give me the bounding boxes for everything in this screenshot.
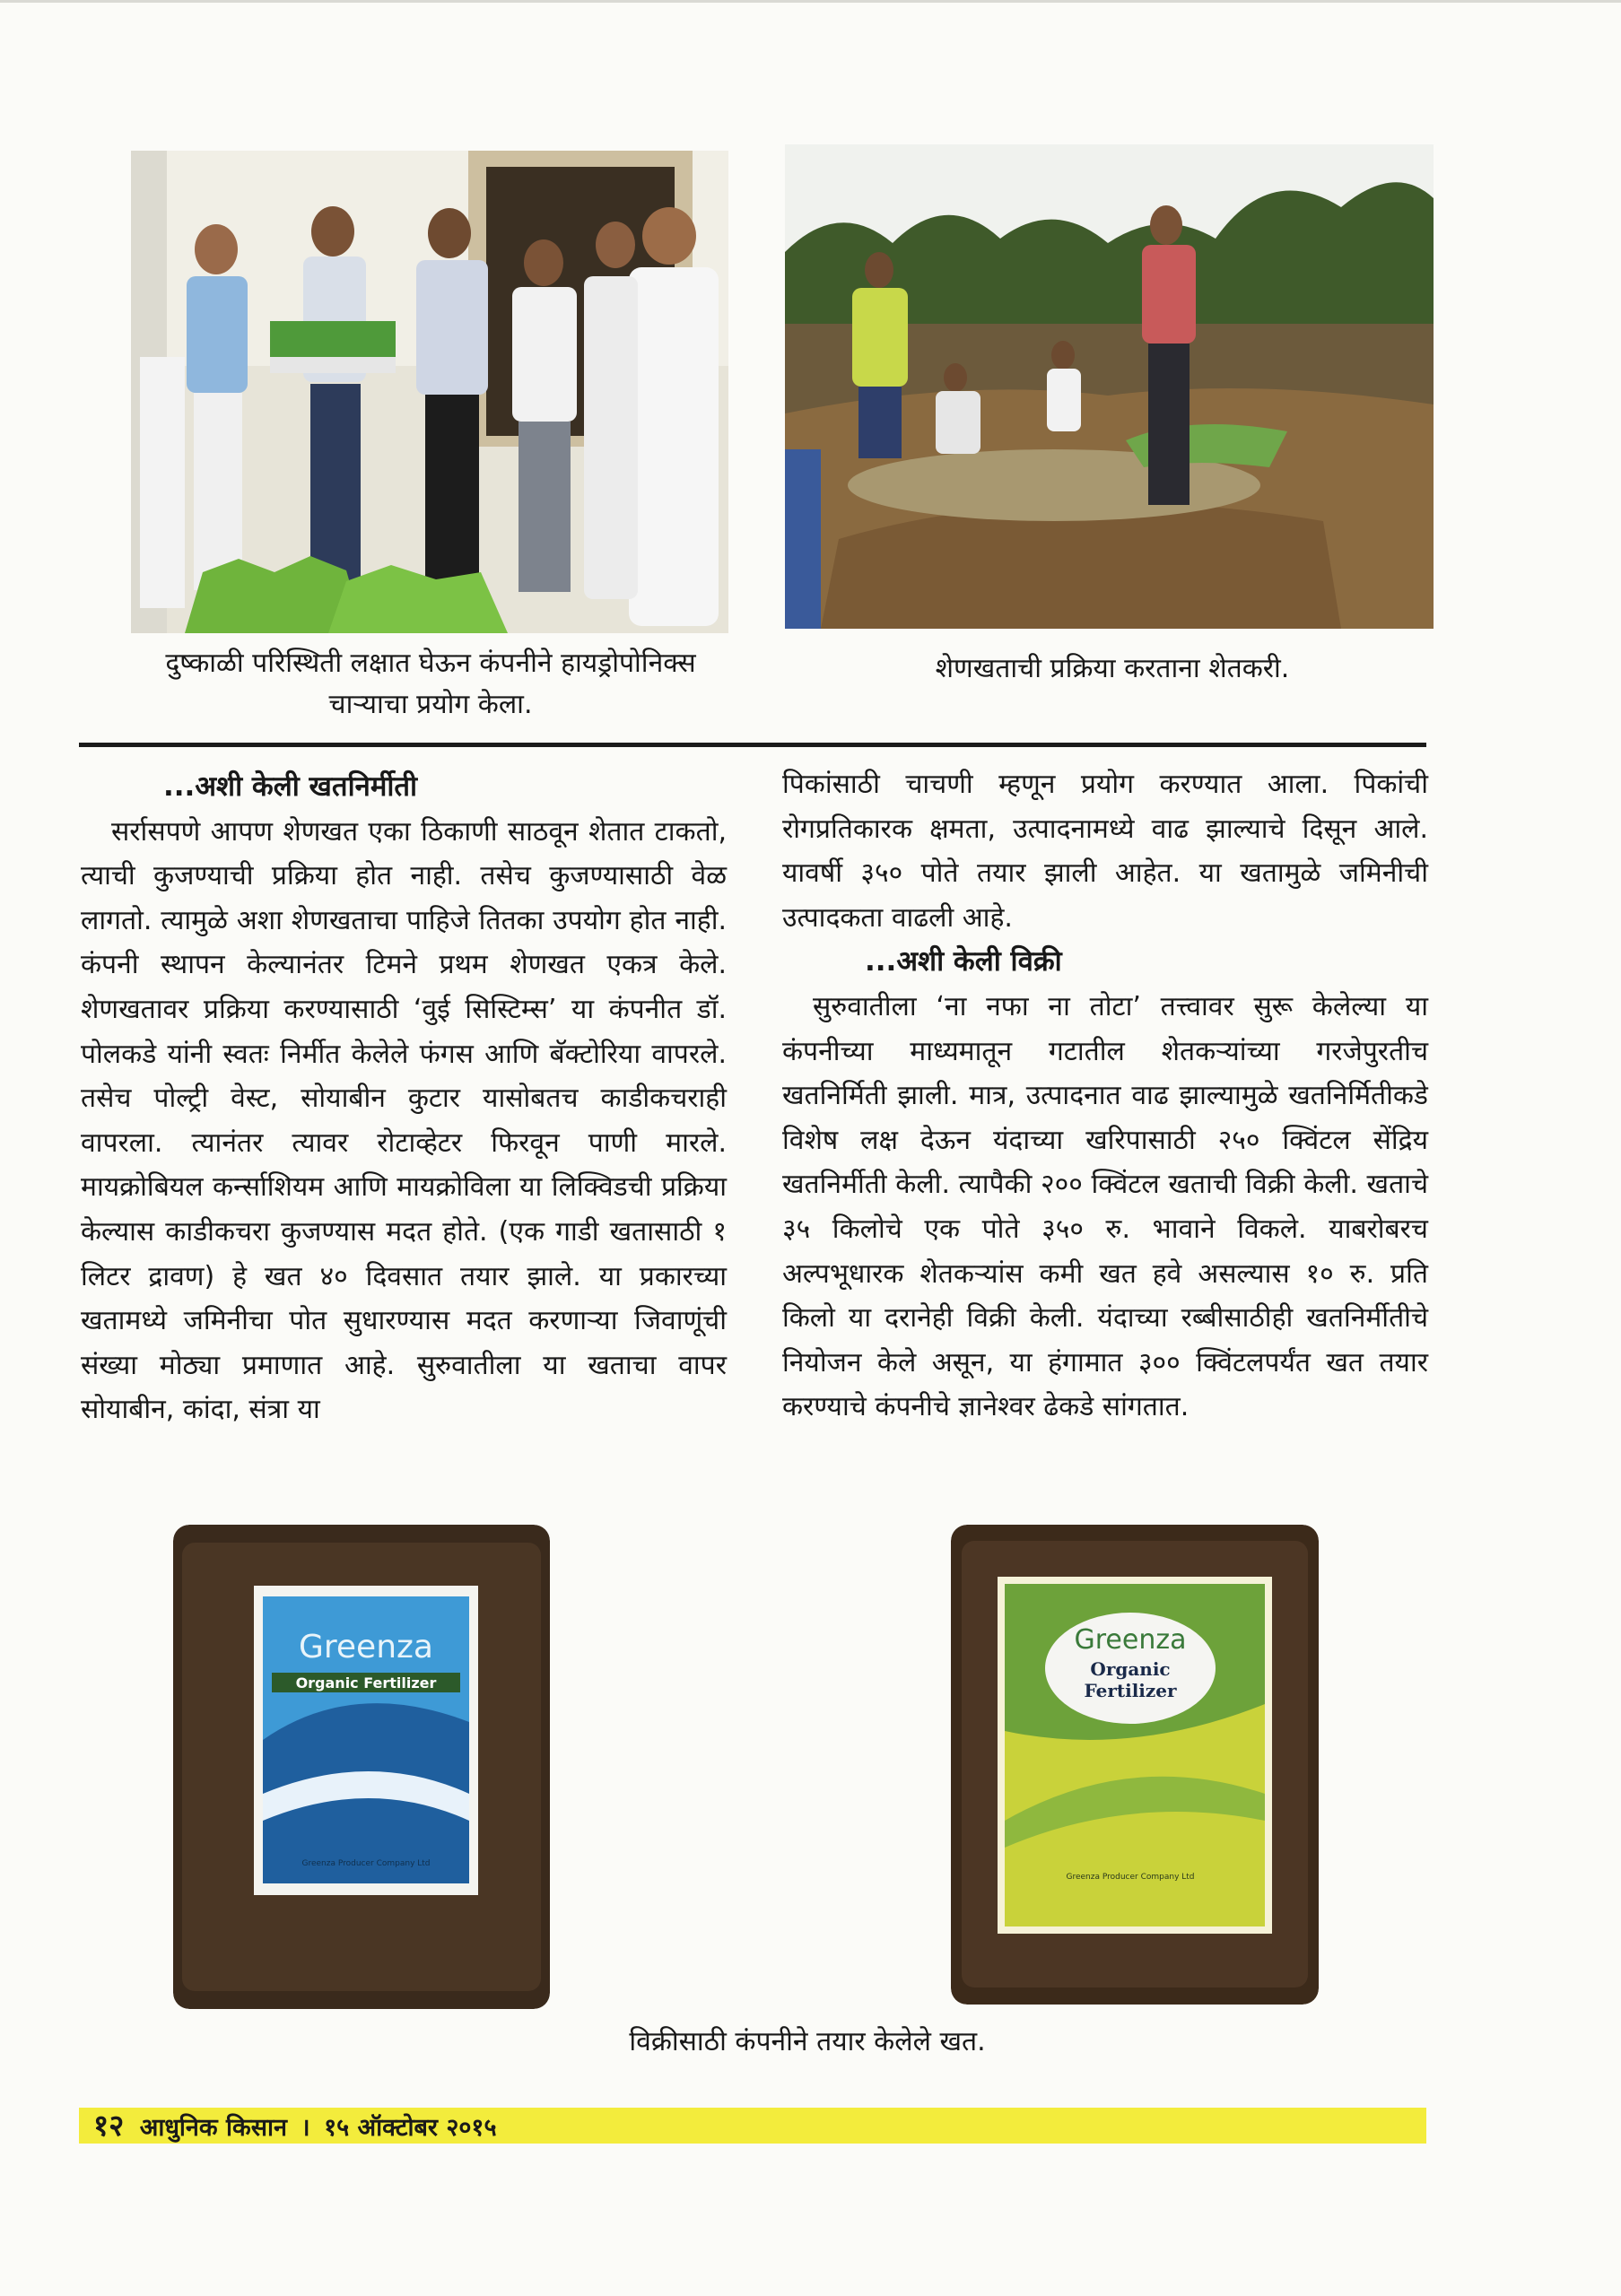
article-left-body: सर्रासपणे आपण शेणखत एका ठिकाणी साठवून शेतात टाकतो, त्याची कुजण्याची प्रक्रिया होत नाही. तसेच कुजण्यासाठी वेळ लागतो. त्यामुळे अशा शेणखताचा पाहिजे तितका उपयोग होत नाही. कंपनी स्थापन केल्यानंतर टिमने प्रथम शेणखत एकत्र केले. शेणखतावर प्रक्रिया करण्यासाठी ‘वुई सिस्टिम्स’ या कंपनीत डॉ. पोलकडे यांनी स्वतः निर्मीत केलेले फंगस आणि बॅक्टोरिया वापरले. तसेच पोल्ट्री वेस्ट, सोयाबीन कुटार यासोबतच काडीकचराही वापरला. त्यानंतर त्यावर रोटाव्हेटर फिरवून पाणी मारले. मायक्रोबियल कर्न्साशियम आणि मायक्रोविला या लिक्विडची प्रक्रिया केल्यास काडीकचरा कुजण्यास मदत होते. (एक गाडी खतासाठी १ लिटर द्रावण) हे खत ४० दिवसात तयार झाले. या प्रकारच्या खतामध्ये जमिनीचा पोत सुधारण्यास मदत करणाऱ्या जिवाणूंची संख्या मोठ्या प्रमाणात आहे. सुरुवातीला या खताचा वापर सोयाबीन, कांदा, संत्रा या (81, 815, 727, 1426)
footer-page-number: १२ (93, 2108, 125, 2143)
pack-right-brand: Greenza (1074, 1624, 1187, 1656)
pack-left-brand: Greenza (299, 1629, 433, 1665)
pack-right-product-line1: Organic (1090, 1658, 1171, 1680)
caption-products (502, 2022, 1112, 2063)
footer-separator: । (301, 2114, 310, 2142)
photo-product-pack-right (951, 1525, 1319, 2005)
heading-sales: ...अशी केली विक्री (865, 945, 1062, 978)
article-column-left (81, 765, 727, 1432)
caption-hydroponics-text: दुष्काळी परिस्थिती लक्षात घेऊन कंपनीने हायड्रोपोनिक्स चाऱ्याचा प्रयोग केला. (165, 648, 696, 720)
pack-left-maker: Greenza Producer Company Ltd (301, 1859, 431, 1868)
article-column-right (782, 762, 1428, 1430)
photo-product-pack-left (173, 1525, 550, 2009)
photo-hydroponics-group (131, 151, 728, 633)
pack-left-product: Organic Fertilizer (295, 1674, 437, 1692)
caption-compost-text: शेणखताची प्रक्रिया करताना शेतकरी. (935, 653, 1290, 684)
footer-publication: आधुनिक किसान (139, 2114, 288, 2142)
pack-right-maker: Greenza Producer Company Ltd (1066, 1873, 1195, 1882)
photo-compost-processing (785, 144, 1434, 629)
caption-hydroponics (126, 643, 736, 726)
footer (93, 2107, 497, 2144)
caption-compost (807, 648, 1417, 690)
footer-date: १५ ऑक्टोबर २०१५ (324, 2114, 497, 2142)
heading-fertilizer-production: ...अशी केली खतनिर्मीती (163, 770, 418, 803)
article-right-continuation: पिकांसाठी चाचणी म्हणून प्रयोग करण्यात आला. पिकांची रोगप्रतिकारक क्षमता, उत्पादनामध्ये वाढ झाल्याचे दिसून आले. यावर्षी ३५० पोते तयार झाली आहेत. या खतामुळे जमिनीची उत्पादकता वाढली आहे. (782, 769, 1428, 934)
section-divider (79, 743, 1426, 747)
page-top-edge (0, 0, 1621, 3)
caption-products-text: विक्रीसाठी कंपनीने तयार केलेले खत. (629, 2026, 986, 2057)
article-right-body: सुरुवातीला ‘ना नफा ना तोटा’ तत्त्वावर सुरू केलेल्या या कंपनीच्या माध्यमातून गटातील शेतकऱ्यांच्या गरजेपुरतीच खतनिर्मिती झाली. मात्र, उत्पादनात वाढ झाल्यामुळे खतनिर्मितीकडे विशेष लक्ष देऊन यंदाच्या खरिपासाठी २५० क्विंटल सेंद्रिय खतनिर्मीती केली. त्यापैकी २०० क्विंटल खताची विक्री केली. खताचे ३५ किलोचे एक पोते ३५० रु. भावाने विकले. याबरोबरच अल्पभूधारक शेतकऱ्यांस कमी खत हवे असल्यास १० रु. प्रति किलो या दरानेही विक्री केली. यंदाच्या रब्बीसाठीही खतनिर्मीतीचे नियोजन केले असून, या हंगामात ३०० क्विंटलपर्यंत खत तयार करण्याचे कंपनीचे ज्ञानेश्वर ढेकडे सांगतात. (782, 990, 1428, 1423)
pack-right-product-line2: Fertilizer (1084, 1680, 1177, 1701)
